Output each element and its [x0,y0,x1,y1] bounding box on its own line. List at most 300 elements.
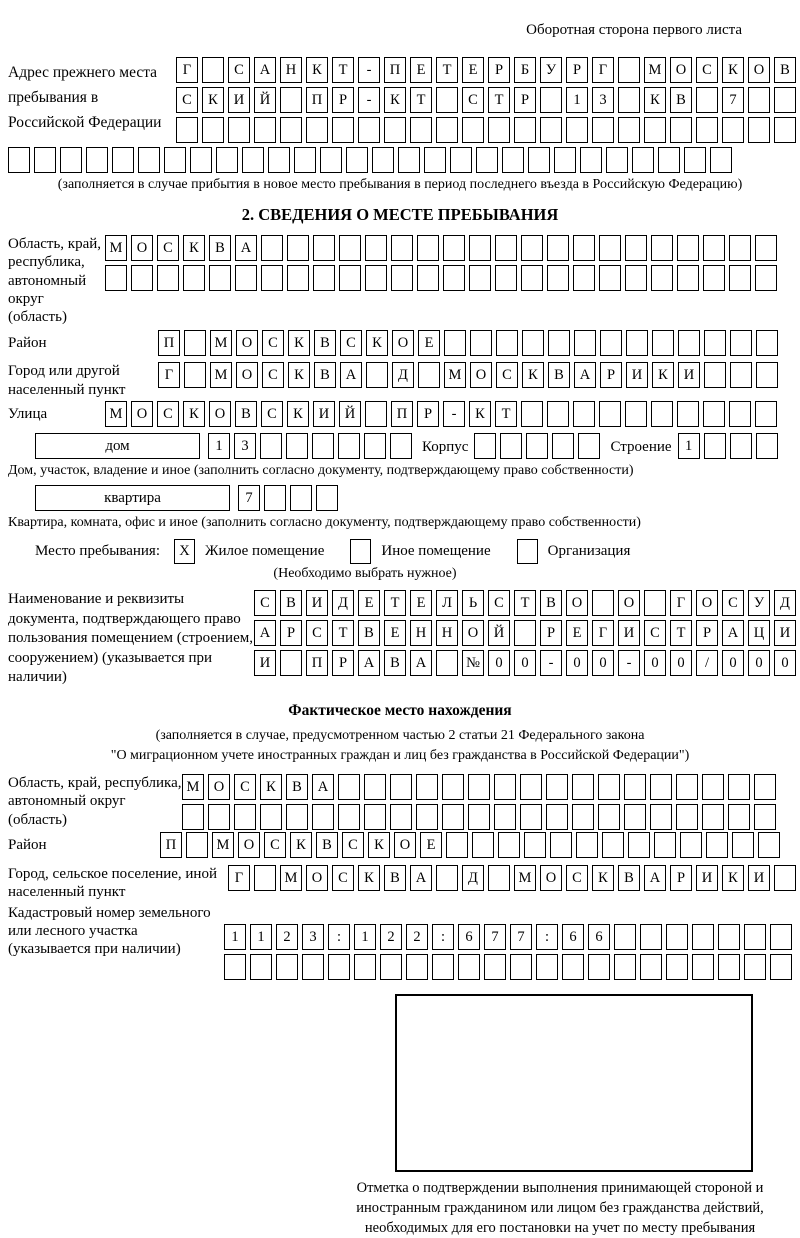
char-cell[interactable] [654,832,676,858]
char-cell[interactable]: Е [566,620,588,646]
char-cell[interactable] [254,865,276,891]
char-cell[interactable] [468,804,490,830]
char-cell[interactable]: 7 [484,924,506,950]
char-cell[interactable]: П [391,401,413,427]
char-cell[interactable]: 2 [406,924,428,950]
char-cell[interactable]: О [238,832,260,858]
char-cell[interactable] [406,954,428,980]
char-cell[interactable] [755,401,777,427]
char-cell[interactable]: П [306,650,328,676]
char-cell[interactable] [692,924,714,950]
char-cell[interactable]: 3 [234,433,256,459]
char-cell[interactable] [520,804,542,830]
char-cell[interactable] [548,330,570,356]
char-cell[interactable] [640,924,662,950]
char-cell[interactable] [573,401,595,427]
char-cell[interactable] [522,330,544,356]
char-cell[interactable] [677,401,699,427]
char-cell[interactable] [703,401,725,427]
char-cell[interactable] [184,330,206,356]
char-cell[interactable] [578,433,600,459]
char-cell[interactable] [280,87,302,113]
char-cell[interactable] [521,401,543,427]
char-cell[interactable] [469,265,491,291]
char-cell[interactable] [576,832,598,858]
char-cell[interactable] [442,804,464,830]
char-cell[interactable] [722,117,744,143]
char-cell[interactable] [754,774,776,800]
char-cell[interactable] [235,265,257,291]
char-cell[interactable] [632,147,654,173]
char-cell[interactable]: В [209,235,231,261]
char-cell[interactable]: Л [436,590,458,616]
char-cell[interactable]: Р [540,620,562,646]
char-cell[interactable] [666,924,688,950]
char-cell[interactable] [418,362,440,388]
char-cell[interactable]: Й [339,401,361,427]
char-cell[interactable]: 7 [238,485,260,511]
char-cell[interactable] [666,954,688,980]
char-cell[interactable]: 1 [566,87,588,113]
char-cell[interactable]: / [696,650,718,676]
char-cell[interactable]: А [340,362,362,388]
char-cell[interactable] [208,804,230,830]
char-cell[interactable] [774,865,796,891]
char-cell[interactable] [684,147,706,173]
char-cell[interactable]: А [254,620,276,646]
char-cell[interactable] [446,832,468,858]
char-cell[interactable] [651,265,673,291]
char-cell[interactable] [436,650,458,676]
char-cell[interactable] [526,433,548,459]
char-cell[interactable]: С [157,401,179,427]
char-cell[interactable] [774,117,796,143]
char-cell[interactable]: О [566,590,588,616]
char-cell[interactable] [498,832,520,858]
char-cell[interactable] [416,804,438,830]
char-cell[interactable]: С [462,87,484,113]
char-cell[interactable]: О [208,774,230,800]
char-cell[interactable]: 6 [458,924,480,950]
char-cell[interactable] [384,117,406,143]
char-cell[interactable] [184,362,206,388]
char-cell[interactable] [254,117,276,143]
char-cell[interactable]: Р [280,620,302,646]
char-cell[interactable]: 7 [722,87,744,113]
char-cell[interactable] [618,57,640,83]
char-cell[interactable]: 0 [670,650,692,676]
char-cell[interactable]: Р [514,87,536,113]
char-cell[interactable]: О [131,401,153,427]
char-cell[interactable] [730,330,752,356]
char-cell[interactable]: Н [410,620,432,646]
char-cell[interactable] [628,832,650,858]
char-cell[interactable] [729,235,751,261]
char-cell[interactable]: Ц [748,620,770,646]
char-cell[interactable]: А [312,774,334,800]
char-cell[interactable] [625,265,647,291]
char-cell[interactable]: 1 [250,924,272,950]
char-cell[interactable]: У [540,57,562,83]
char-cell[interactable] [600,330,622,356]
char-cell[interactable]: Г [158,362,180,388]
char-cell[interactable]: К [384,87,406,113]
char-cell[interactable]: В [316,832,338,858]
char-cell[interactable] [364,433,386,459]
char-cell[interactable]: Р [332,87,354,113]
char-cell[interactable]: Р [488,57,510,83]
char-cell[interactable] [580,147,602,173]
char-cell[interactable] [390,774,412,800]
char-cell[interactable] [729,265,751,291]
char-cell[interactable]: П [306,87,328,113]
char-cell[interactable]: К [366,330,388,356]
char-cell[interactable] [500,433,522,459]
char-cell[interactable]: Р [670,865,692,891]
char-cell[interactable] [410,117,432,143]
char-cell[interactable]: - [540,650,562,676]
char-cell[interactable]: К [183,401,205,427]
char-cell[interactable]: В [774,57,796,83]
char-cell[interactable]: О [131,235,153,261]
char-cell[interactable]: В [670,87,692,113]
char-cell[interactable] [754,804,776,830]
char-cell[interactable] [732,832,754,858]
char-cell[interactable] [650,774,672,800]
char-cell[interactable]: О [462,620,484,646]
char-cell[interactable] [398,147,420,173]
char-cell[interactable] [290,485,312,511]
char-cell[interactable]: С [176,87,198,113]
char-cell[interactable] [704,362,726,388]
char-cell[interactable]: 1 [678,433,700,459]
char-cell[interactable]: Т [495,401,517,427]
char-cell[interactable] [183,265,205,291]
char-cell[interactable]: Т [670,620,692,646]
char-cell[interactable]: Н [436,620,458,646]
char-cell[interactable]: Р [417,401,439,427]
checkbox-inoe-pomeshchenie[interactable] [350,539,371,564]
char-cell[interactable]: С [261,401,283,427]
char-cell[interactable] [202,117,224,143]
char-cell[interactable]: В [286,774,308,800]
char-cell[interactable]: С [306,620,328,646]
char-cell[interactable]: В [280,590,302,616]
char-cell[interactable]: Д [332,590,354,616]
char-cell[interactable] [476,147,498,173]
char-cell[interactable]: М [210,330,232,356]
char-cell[interactable] [365,401,387,427]
char-cell[interactable]: К [260,774,282,800]
char-cell[interactable]: Е [418,330,440,356]
char-cell[interactable]: К [644,87,666,113]
char-cell[interactable]: М [212,832,234,858]
char-cell[interactable] [316,485,338,511]
char-cell[interactable]: Т [384,590,406,616]
char-cell[interactable] [338,774,360,800]
char-cell[interactable] [312,804,334,830]
char-cell[interactable] [572,804,594,830]
char-cell[interactable] [520,774,542,800]
char-cell[interactable] [592,590,614,616]
char-cell[interactable] [182,804,204,830]
char-cell[interactable]: С [644,620,666,646]
char-cell[interactable] [294,147,316,173]
char-cell[interactable] [157,265,179,291]
char-cell[interactable]: О [306,865,328,891]
char-cell[interactable] [391,265,413,291]
char-cell[interactable] [209,265,231,291]
char-cell[interactable] [756,433,778,459]
char-cell[interactable] [328,954,350,980]
char-cell[interactable]: Р [696,620,718,646]
char-cell[interactable] [729,401,751,427]
char-cell[interactable] [730,362,752,388]
char-cell[interactable]: И [254,650,276,676]
char-cell[interactable] [718,954,740,980]
char-cell[interactable] [458,954,480,980]
char-cell[interactable] [536,954,558,980]
char-cell[interactable]: К [722,865,744,891]
char-cell[interactable] [469,235,491,261]
char-cell[interactable]: С [496,362,518,388]
char-cell[interactable]: 6 [588,924,610,950]
char-cell[interactable] [744,924,766,950]
char-cell[interactable] [644,117,666,143]
char-cell[interactable]: О [670,57,692,83]
char-cell[interactable] [676,804,698,830]
char-cell[interactable]: К [652,362,674,388]
char-cell[interactable]: Г [592,620,614,646]
char-cell[interactable]: И [306,590,328,616]
char-cell[interactable] [354,954,376,980]
char-cell[interactable]: С [566,865,588,891]
char-cell[interactable]: Е [420,832,442,858]
char-cell[interactable]: А [722,620,744,646]
char-cell[interactable]: К [358,865,380,891]
char-cell[interactable] [164,147,186,173]
char-cell[interactable] [365,235,387,261]
char-cell[interactable] [758,832,780,858]
char-cell[interactable]: О [236,362,258,388]
char-cell[interactable] [8,147,30,173]
char-cell[interactable] [338,804,360,830]
char-cell[interactable] [704,433,726,459]
char-cell[interactable]: С [488,590,510,616]
char-cell[interactable]: : [536,924,558,950]
char-cell[interactable]: - [358,57,380,83]
char-cell[interactable] [696,87,718,113]
char-cell[interactable]: Г [592,57,614,83]
char-cell[interactable] [390,804,412,830]
char-cell[interactable]: О [209,401,231,427]
char-cell[interactable] [703,265,725,291]
char-cell[interactable]: О [470,362,492,388]
char-cell[interactable]: А [410,650,432,676]
char-cell[interactable]: П [158,330,180,356]
char-cell[interactable] [677,265,699,291]
char-cell[interactable] [474,433,496,459]
char-cell[interactable]: М [514,865,536,891]
char-cell[interactable]: Р [600,362,622,388]
char-cell[interactable] [190,147,212,173]
char-cell[interactable]: М [105,401,127,427]
char-cell[interactable] [372,147,394,173]
char-cell[interactable]: 1 [224,924,246,950]
char-cell[interactable]: С [262,362,284,388]
char-cell[interactable] [242,147,264,173]
char-cell[interactable] [332,117,354,143]
char-cell[interactable] [540,87,562,113]
char-cell[interactable] [756,330,778,356]
char-cell[interactable] [484,954,506,980]
char-cell[interactable] [424,147,446,173]
char-cell[interactable] [573,265,595,291]
char-cell[interactable] [302,954,324,980]
char-cell[interactable]: 2 [380,924,402,950]
char-cell[interactable]: О [392,330,414,356]
char-cell[interactable] [524,832,546,858]
char-cell[interactable] [614,924,636,950]
char-cell[interactable] [677,235,699,261]
char-cell[interactable] [228,117,250,143]
char-cell[interactable] [216,147,238,173]
char-cell[interactable]: 0 [566,650,588,676]
char-cell[interactable] [468,774,490,800]
char-cell[interactable] [547,235,569,261]
char-cell[interactable] [614,954,636,980]
char-cell[interactable] [202,57,224,83]
char-cell[interactable]: 0 [514,650,536,676]
char-cell[interactable] [702,804,724,830]
char-cell[interactable] [510,954,532,980]
char-cell[interactable] [521,235,543,261]
char-cell[interactable]: К [722,57,744,83]
char-cell[interactable] [105,265,127,291]
char-cell[interactable]: М [105,235,127,261]
char-cell[interactable]: О [618,590,640,616]
char-cell[interactable] [755,265,777,291]
char-cell[interactable] [495,265,517,291]
char-cell[interactable] [417,235,439,261]
char-cell[interactable] [566,117,588,143]
char-cell[interactable] [550,832,572,858]
char-cell[interactable] [710,147,732,173]
char-cell[interactable] [599,401,621,427]
char-cell[interactable]: 0 [774,650,796,676]
char-cell[interactable] [234,804,256,830]
char-cell[interactable] [702,774,724,800]
char-cell[interactable] [313,235,335,261]
char-cell[interactable] [86,147,108,173]
char-cell[interactable] [286,433,308,459]
char-cell[interactable]: В [618,865,640,891]
char-cell[interactable]: Е [358,590,380,616]
char-cell[interactable]: Р [332,650,354,676]
char-cell[interactable] [680,832,702,858]
char-cell[interactable]: И [774,620,796,646]
char-cell[interactable]: М [210,362,232,388]
char-cell[interactable]: 0 [644,650,666,676]
char-cell[interactable] [472,832,494,858]
char-cell[interactable]: Й [254,87,276,113]
char-cell[interactable]: - [358,87,380,113]
char-cell[interactable] [718,924,740,950]
char-cell[interactable]: П [160,832,182,858]
char-cell[interactable] [432,954,454,980]
char-cell[interactable] [391,235,413,261]
char-cell[interactable] [436,117,458,143]
char-cell[interactable]: А [644,865,666,891]
char-cell[interactable]: И [618,620,640,646]
char-cell[interactable]: С [342,832,364,858]
char-cell[interactable] [494,774,516,800]
char-cell[interactable]: О [394,832,416,858]
char-cell[interactable] [676,774,698,800]
char-cell[interactable]: 3 [592,87,614,113]
char-cell[interactable]: М [444,362,466,388]
char-cell[interactable] [470,330,492,356]
char-cell[interactable]: Т [436,57,458,83]
char-cell[interactable]: С [696,57,718,83]
char-cell[interactable] [592,117,614,143]
char-cell[interactable] [443,265,465,291]
char-cell[interactable]: Е [384,620,406,646]
char-cell[interactable] [588,954,610,980]
char-cell[interactable]: Р [566,57,588,83]
char-cell[interactable] [678,330,700,356]
char-cell[interactable]: Е [410,590,432,616]
char-cell[interactable] [364,774,386,800]
checkbox-organizatsiya[interactable] [517,539,538,564]
char-cell[interactable]: С [228,57,250,83]
char-cell[interactable] [640,954,662,980]
char-cell[interactable] [730,433,752,459]
char-cell[interactable] [706,832,728,858]
char-cell[interactable]: А [235,235,257,261]
char-cell[interactable]: 0 [592,650,614,676]
char-cell[interactable]: А [574,362,596,388]
char-cell[interactable] [60,147,82,173]
char-cell[interactable] [528,147,550,173]
checkbox-zhiloe-pomeshchenie[interactable]: X [174,539,195,564]
char-cell[interactable] [488,117,510,143]
char-cell[interactable]: В [384,865,406,891]
char-cell[interactable] [728,774,750,800]
char-cell[interactable] [280,650,302,676]
char-cell[interactable] [261,265,283,291]
char-cell[interactable] [417,265,439,291]
char-cell[interactable] [514,620,536,646]
char-cell[interactable] [704,330,726,356]
char-cell[interactable] [540,117,562,143]
char-cell[interactable] [625,235,647,261]
char-cell[interactable] [650,804,672,830]
char-cell[interactable]: В [540,590,562,616]
char-cell[interactable]: - [618,650,640,676]
char-cell[interactable] [573,235,595,261]
char-cell[interactable] [574,330,596,356]
char-cell[interactable] [554,147,576,173]
char-cell[interactable]: 0 [748,650,770,676]
char-cell[interactable] [495,235,517,261]
char-cell[interactable]: О [540,865,562,891]
char-cell[interactable] [112,147,134,173]
char-cell[interactable]: К [306,57,328,83]
char-cell[interactable]: В [314,330,336,356]
char-cell[interactable]: С [332,865,354,891]
char-cell[interactable] [618,117,640,143]
